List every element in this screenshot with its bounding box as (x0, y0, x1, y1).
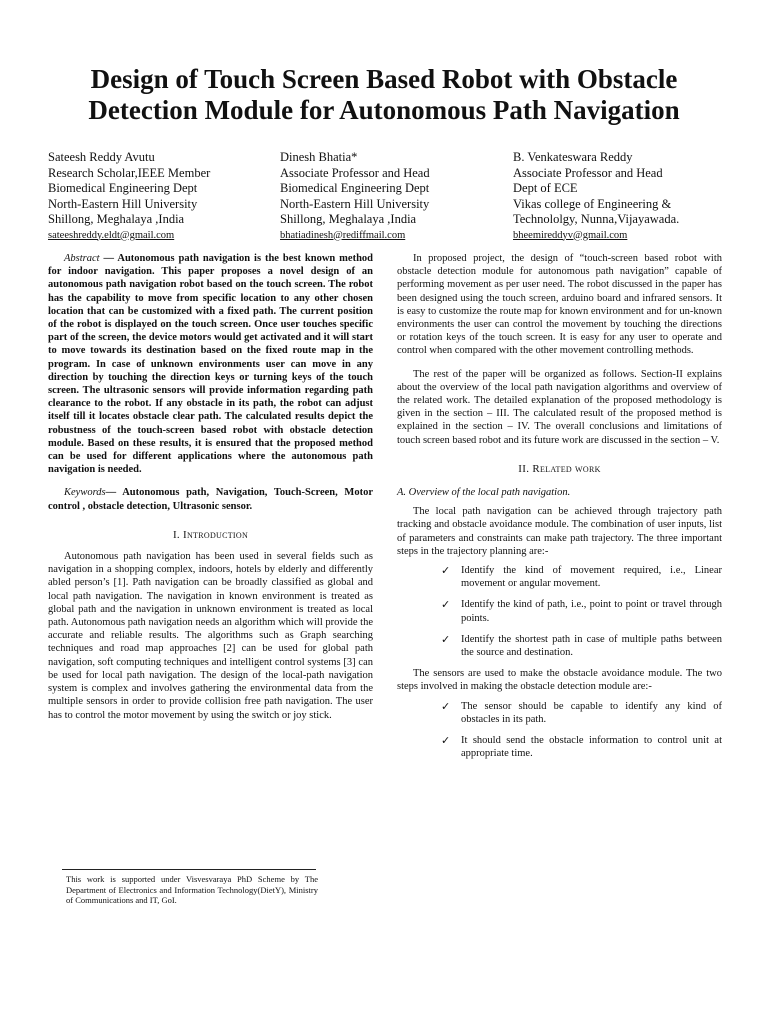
trajectory-steps-list (397, 564, 722, 659)
keywords-text: Autonomous path, Navigation, Touch-Screen, Motor control , obstacle detection, Ultrasonic sensor. (48, 487, 374, 512)
author-name: B. Venkateswara Reddy (513, 150, 633, 164)
obstacle-steps-list (397, 700, 722, 761)
author-location: Technololgy, Nunna,Vijayawada. (513, 212, 680, 226)
list-item: ✓ It should send the obstacle information to control unit at appropriate time. (441, 734, 722, 760)
author-position: Associate Professor and Head (513, 165, 663, 180)
section-title: Related work (532, 462, 601, 475)
author-dept: Dept of ECE (513, 181, 578, 195)
related-work-paragraph-1: The local path navigation can be achieved through trajectory path tracking and obstacle avoidance module. The combination of user inputs, list of parameters and constraints can make path trajectory. The three important steps in the trajectory planning are:- (397, 506, 722, 557)
introduction-paragraph: Autonomous path navigation has been used in several fields such as navigation in a shopping complex, indoors, hotels by elderly and differently abled person’s [1]. Path navigation can be broadly classified as global and local path navigation. The navigation in known environment is treated as global path and the navigation in unknown environment is treated as local path. Autonomous path navigation needs an algorithm which will provide the accurate and reliable results. The algorithms such as Graph searching techniques and road map approaches [2] can be used for global path navigation, soft computing techniques and intelligent control systems [3] can be used for local path navigation. The design of the local-path navigation system is complex and involves gathering the environmental data from the multiple sensors in order to provide collision free path navigation. The user has to control the motor movement by using the switch or joy stick. (48, 551, 373, 721)
paper-title: Design of Touch Screen Based Robot with Obstacle Detection Module for Autonomous Path Navigation (88, 64, 680, 125)
checkmark-icon: ✓ (441, 564, 451, 578)
abstract-dash: — (99, 253, 118, 264)
author-institution: North-Eastern Hill University (48, 196, 198, 211)
list-item: ✓ Identify the kind of movement required, i.e., Linear movement or angular movement. (441, 564, 722, 590)
author-email-link[interactable]: bhatiadinesh@rediffmail.com (280, 229, 406, 241)
author-2 (280, 150, 500, 244)
abstract (48, 252, 373, 476)
author-location: Shillong, Meghalaya ,India (48, 212, 185, 226)
section-number: I. (172, 528, 180, 541)
checkmark-icon: ✓ (441, 632, 451, 646)
intro-paragraph-1: In proposed project, the design of “touch-screen based robot with obstacle detection module for autonomous path navigation” capable of performing movement as per user need. The robot discussed in the paper has been designed using the touch screen, arduino board and infrared sensors. It is easy to customize the route map for known environment and for un-known environments the user can control the movement by touching the directions or rotation keys of the touch screen. It is easy for any user to operate and control when compared with the other movement controlling methods. (397, 253, 722, 357)
related-work-paragraph-2: The sensors are used to make the obstacle avoidance module. The two steps involved in making the obstacle detection module are:- (397, 668, 722, 693)
author-email-link[interactable]: bheemireddyv@gmail.com (513, 229, 628, 241)
author-email-link[interactable]: sateeshreddy.eldt@gmail.com (48, 229, 175, 241)
section-number: II. (518, 462, 530, 475)
list-item: ✓ Identify the kind of path, i.e., point to point or travel through points. (441, 598, 722, 624)
checkmark-icon: ✓ (441, 734, 451, 748)
author-dept: Biomedical Engineering Dept (280, 181, 430, 195)
abstract-text: Autonomous path navigation is the best known method for indoor navigation. This paper proposes a novel design of an autonomous path navigation robot based on the touch screen. The robot has the capability to move from specific location to any other chosen location that can be customized with a fixed path. The current position of the robot is displayed on the touch screen. Once user touches specific part of the screen, the device motors would get activated and it will start to move towards its destination based on the fixed route map in the program. In case of unknown environments user can move in any direction by touching the direction keys or turning keys of the touch screen. The ultrasonic sensors will provide information regarding path clearance to the robot. If any obstacle in its path, the robot can adjust itself till it locates obstacle clear path. The calculated results depict the robustness of the touch-screen based robot with obstacle detection module. Based on these results, it is ensured that the proposed method can be used for different applications where the autonomous path navigation is needed. (48, 253, 373, 476)
list-item: ✓ Identify the shortest path in case of multiple paths between the source and destination. (441, 632, 722, 659)
author-3 (513, 150, 733, 244)
author-dept: Biomedical Engineering Dept (48, 181, 198, 195)
section-heading-introduction (48, 529, 373, 542)
right-column (397, 252, 722, 769)
author-institution: Vikas college of Engineering & (513, 196, 672, 211)
abstract-label: Abstract (64, 253, 100, 264)
author-1 (48, 150, 268, 244)
footnote: This work is supported under Visvesvaraya PhD Scheme by The Department of Electronics and Information Technology(DietY), Ministry of Communications and IT, GoI. (66, 874, 318, 905)
author-name: Sateesh Reddy Avutu (48, 150, 155, 164)
left-column (48, 252, 373, 722)
subsection-heading: A. Overview of the local path navigation. (397, 487, 571, 499)
intro-paragraph-2: The rest of the paper will be organized as follows. Section-II explains about the overview of the local path navigation algorithms and overview of the related work. The detailed explanation of the proposed methodology is given in the section – III. The calculated result of the proposed method is explained in the section – IV. The overall conclusions and limitations of touch screen based robot and its future work are discussed in the section – V. (397, 368, 722, 446)
footnote-divider (62, 869, 316, 870)
keywords-label: Keywords (64, 487, 106, 499)
author-position: Associate Professor and Head (280, 165, 430, 180)
author-institution: North-Eastern Hill University (280, 196, 430, 211)
section-title: Introduction (183, 528, 249, 541)
author-position: Research Scholar,IEEE Member (48, 165, 211, 180)
checkmark-icon: ✓ (441, 598, 451, 612)
author-name: Dinesh Bhatia* (280, 150, 358, 164)
checkmark-icon: ✓ (441, 699, 451, 713)
keywords (48, 486, 373, 512)
section-heading-related-work (397, 463, 722, 476)
author-location: Shillong, Meghalaya ,India (280, 212, 417, 226)
list-item: ✓ The sensor should be capable to identify any kind of obstacles in its path. (441, 699, 722, 725)
keywords-dash: — (105, 487, 123, 499)
